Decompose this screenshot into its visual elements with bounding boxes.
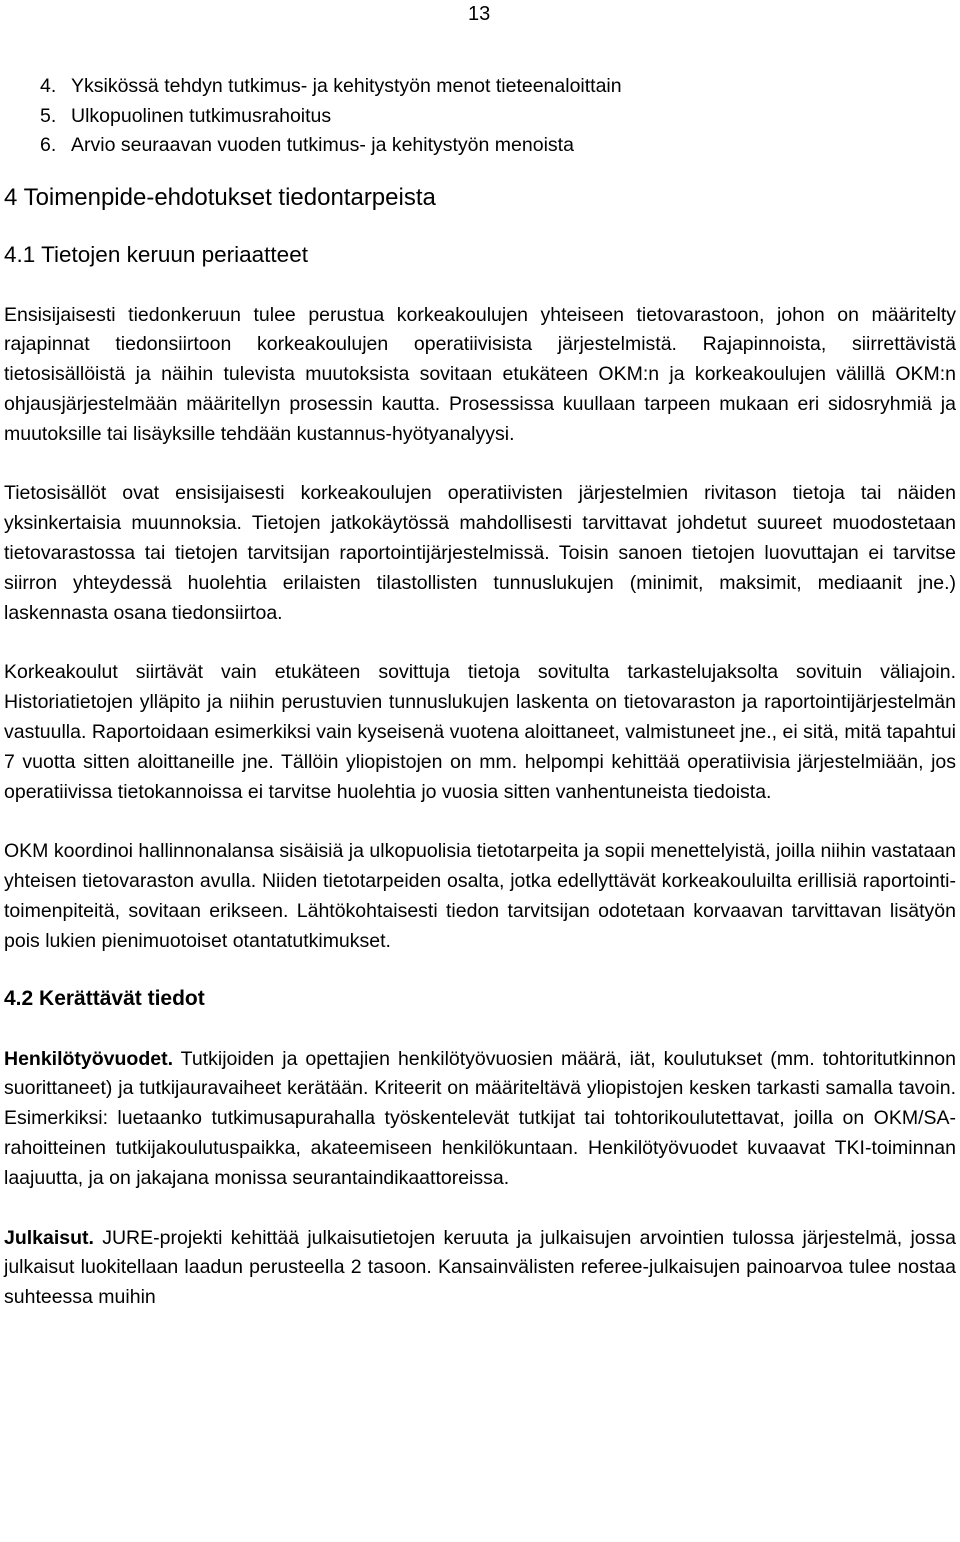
paragraph-lead: Julkaisut.: [4, 1226, 94, 1249]
list-item: [40, 131, 956, 161]
section-heading-4-1: 4.1 Tietojen keruun periaatteet: [4, 241, 308, 267]
list-item-number: 6.: [40, 134, 57, 156]
list-item-text: Arvio seuraavan vuoden tutkimus- ja kehitystyön menoista: [71, 134, 574, 156]
paragraph: OKM koordinoi hallinnonalansa sisäisiä ja ulkopuolisia tietotarpeita ja sopii menettelyistä, joilla niihin vastataan yhteisen tietovaraston avulla. Niiden tietotarpeiden osalta, jotka edellyttävät korkeakouluilta erillisiä raportointi-toimenpiteitä, sovitaan erikseen. Lähtökohtaisesti tiedon tarvitsijan odotetaan korvaavan tarvittavan lisätyön pois lukien pienimuotoiset otantatutkimukset.: [4, 840, 956, 952]
page-number: 13: [468, 3, 491, 25]
list-item-text: Yksikössä tehdyn tutkimus- ja kehitystyön menot tieteenaloittain: [71, 75, 622, 97]
paragraph: Ensisijaisesti tiedonkeruun tulee perustua korkeakoulujen yhteiseen tietovarastoon, johon on määritelty rajapinnat tiedonsiirtoon korkeakoulujen operatiivisista järjestelmistä. Rajapinnoista, siirrettävistä tietosisällöistä ja näihin tulevista muutoksista sovitaan etukäteen OKM:n ja korkeakoulujen välillä OKM:n ohjausjärjestelmään määritellyn prosessin kautta. Prosessissa kuullaan tarpeen mukaan eri sidosryhmiä ja muutoksille tai lisäyksille tehdään kustannus-hyötyanalyysi.: [4, 303, 956, 445]
paragraph: [4, 1045, 956, 1194]
list-item-number: 5.: [40, 104, 57, 127]
document-body: [4, 72, 956, 1313]
paragraph: Korkeakoulut siirtävät vain etukäteen sovittuja tietoja sovitulta tarkastelujaksolta sovituin väliajoin. Historiatietojen ylläpito ja niihin perustuvien tunnuslukujen laskenta on tietovaraston ja raportointijärjestelmän vastuulla. Raportoidaan esimerkiksi vain kyseisenä vuotena aloittaneet, valmistuneet jne., ei sitä, mitä tapahtui 7 vuotta sitten aloittaneille jne. Tällöin yliopistojen on mm. helpompi kehittää operatiivisia järjestelmiään, jos operatiivissa tietokannoissa ei tarvitse huolehtia jo vuosia sitten vanhentuneista tiedoista.: [4, 661, 956, 803]
paragraph: Tietosisällöt ovat ensisijaisesti korkeakoulujen operatiivisten järjestelmien rivitason tietoja tai näiden yksinkertaisia muunnoksia. Tietojen jatkokäytössä mahdollisesti tarvittavat johdetut suureet muodostetaan tietovarastossa tai tietojen tarvitsijan raportointijärjestelmissä. Toisin sanoen tietojen luovuttajan ei tarvitse siirron yhteydessä huolehtia erilaisten tilastollisten tunnuslukujen (minimit, maksimit, mediaanit jne.) laskennasta osana tiedonsiirtoa.: [4, 482, 956, 624]
list-item-text: Ulkopuolinen tutkimusrahoitus: [71, 104, 332, 127]
paragraph-text: JURE-projekti kehittää julkaisutietojen keruuta ja julkaisujen arvointien tulossa järjestelmä, jossa julkaisut luokitellaan laadun perusteella 2 tasoon. Kansainvälisten referee-julkaisujen painoarvoa tulee nostaa suhteessa muihin: [4, 1226, 956, 1309]
section-heading-4-2: 4.2 Kerättävät tiedot: [4, 986, 205, 1010]
paragraph: [4, 1224, 956, 1313]
list-item: [40, 102, 956, 132]
paragraph-lead: Henkilötyövuodet.: [4, 1047, 174, 1070]
list-item-number: 4.: [40, 75, 57, 97]
chapter-heading: 4 Toimenpide-ehdotukset tiedontarpeista: [4, 183, 436, 211]
list-item: [40, 72, 956, 102]
numbered-list: [4, 72, 956, 161]
paragraph-text: Tutkijoiden ja opettajien henkilötyövuosien määrä, iät, koulutukset (mm. tohtoritutkinnon suorittaneet) ja tutkijauravaiheet kerätään. Kriteerit on määriteltävä yliopistojen kesken tarkasti samalla tavoin. Esimerkiksi: luetaanko tutkimusapurahalla työskentelevät tutkijat tai tohtorikoulutettavat, joilla on OKM/SA-rahoitteinen tutkijakoulutuspaikka, akateemiseen henkilökuntaan. Henkilötyövuodet kuvaavat TKI-toiminnan laajuutta, ja on jakajana monissa seurantaindikaattoreissa.: [4, 1047, 956, 1189]
